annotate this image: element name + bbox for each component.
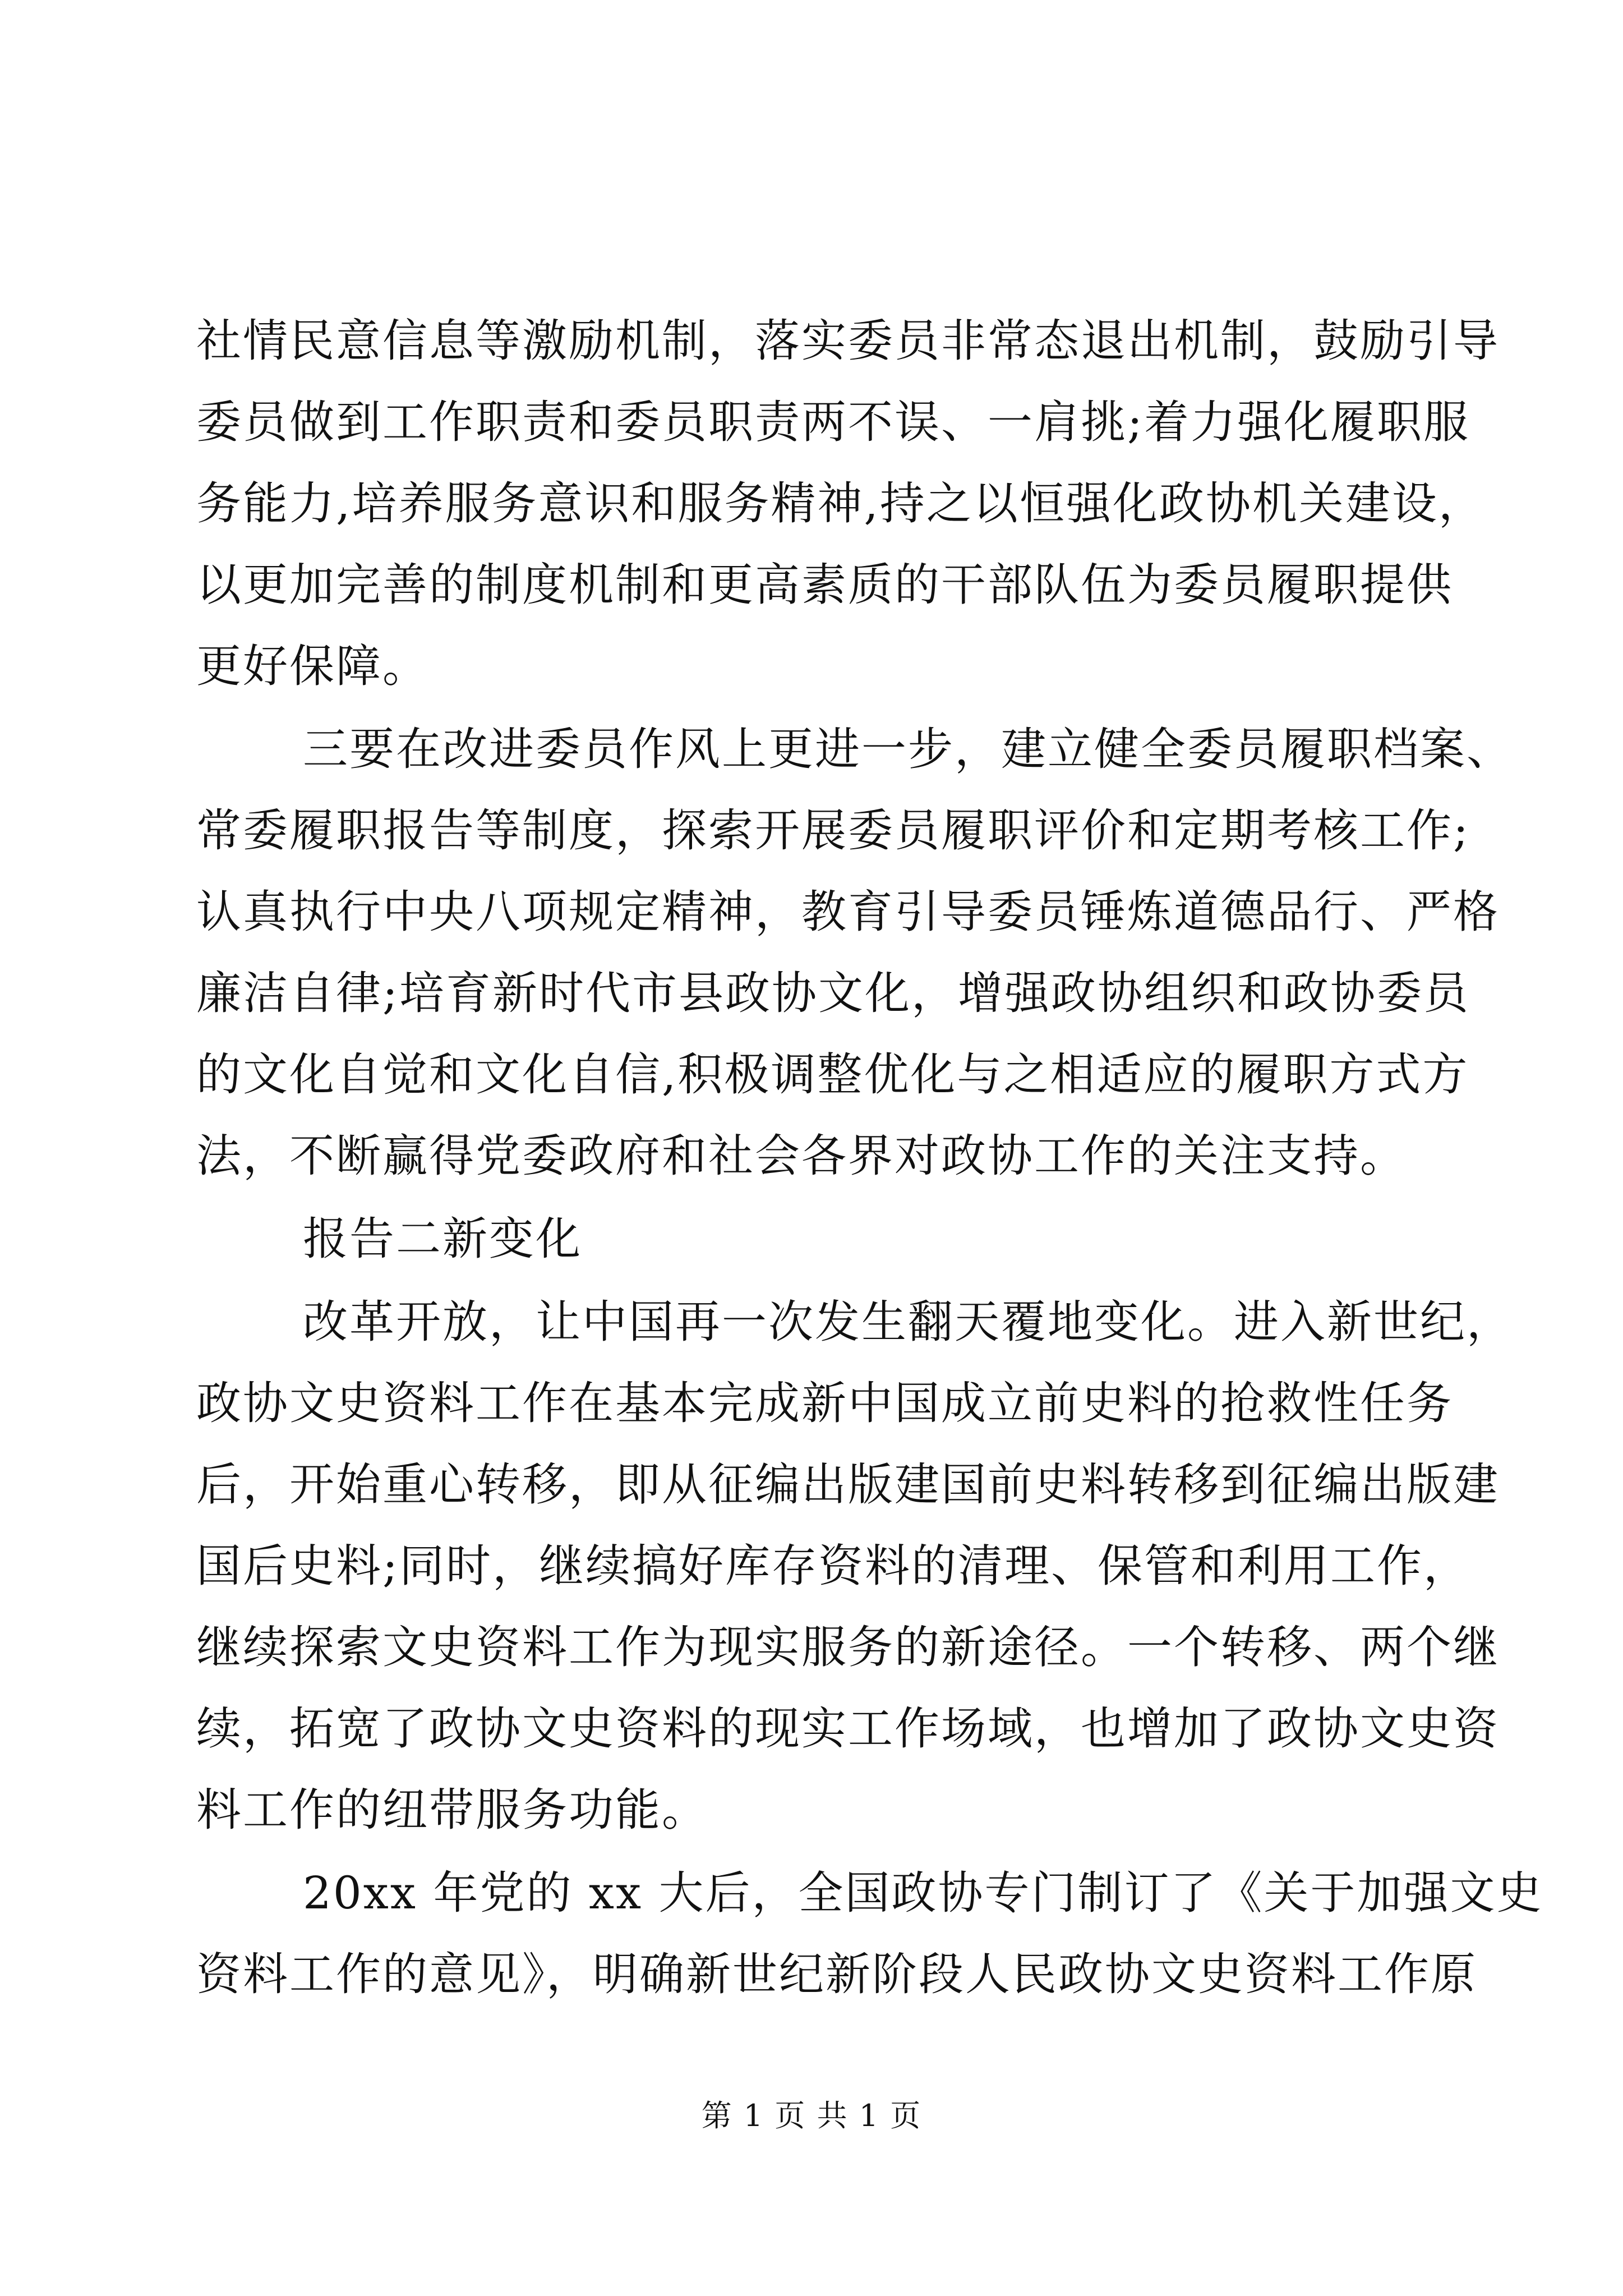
paragraph-1-line-4: 以更加完善的制度机制和更高素质的干部队伍为委员履职提供: [196, 559, 1453, 611]
paragraph-2-line-1: 三要在改进委员作风上更进一步，建立健全委员履职档案、: [303, 723, 1513, 775]
paragraph-2-line-3: 认真执行中央八项规定精神，教育引导委员锤炼道德品行、严格: [196, 886, 1500, 938]
paragraph-4-line-1: 改革开放，让中国再一次发生翻天覆地变化。进入新世纪，: [303, 1296, 1513, 1348]
paragraph-2-line-4: 廉洁自律;培育新时代市县政协文化，增强政协组织和政协委员: [196, 967, 1470, 1019]
section-heading: 报告二新变化: [303, 1213, 582, 1265]
paragraph-1-line-2: 委员做到工作职责和委员职责两不误、一肩挑;着力强化履职服: [196, 396, 1470, 448]
paragraph-1-line-5: 更好保障。: [196, 640, 429, 692]
page-number-label: 第 1 页 共 1 页: [701, 2098, 922, 2133]
paragraph-4-line-3: 后，开始重心转移，即从征编出版建国前史料转移到征编出版建: [196, 1458, 1500, 1511]
page-footer: [0, 2093, 1623, 2138]
paragraph-1-line-1: 社情民意信息等激励机制，落实委员非常态退出机制，鼓励引导: [196, 315, 1500, 367]
paragraph-1-line-3: 务能力,培养服务意识和服务精神,持之以恒强化政协机关建设，: [196, 477, 1485, 530]
paragraph-4-line-2: 政协文史资料工作在基本完成新中国成立前史料的抢救性任务: [196, 1377, 1453, 1429]
paragraph-4-line-5: 继续探索文史资料工作为现实服务的新途径。一个转移、两个继: [196, 1621, 1500, 1673]
paragraph-4-line-7: 料工作的纽带服务功能。: [196, 1784, 708, 1836]
paragraph-2-line-2: 常委履职报告等制度，探索开展委员履职评价和定期考核工作;: [196, 804, 1470, 857]
paragraph-2-line-5: 的文化自觉和文化自信,积极调整优化与之相适应的履职方式方: [196, 1048, 1469, 1101]
paragraph-5-line-1: 20xx 年党的 xx 大后，全国政协专门制订了《关于加强文史: [303, 1867, 1543, 1919]
document-body: [196, 300, 1543, 2015]
paragraph-2-line-6: 法，不断赢得党委政府和社会各界对政协工作的关注支持。: [196, 1130, 1407, 1182]
paragraph-4-line-6: 续，拓宽了政协文史资料的现实工作场域，也增加了政协文史资: [196, 1703, 1500, 1755]
paragraph-4-line-4: 国后史料;同时，继续搞好库存资料的清理、保管和利用工作，: [196, 1540, 1470, 1592]
paragraph-5-line-2: 资料工作的意见》，明确新世纪新阶段人民政协文史资料工作原: [196, 1948, 1477, 2000]
